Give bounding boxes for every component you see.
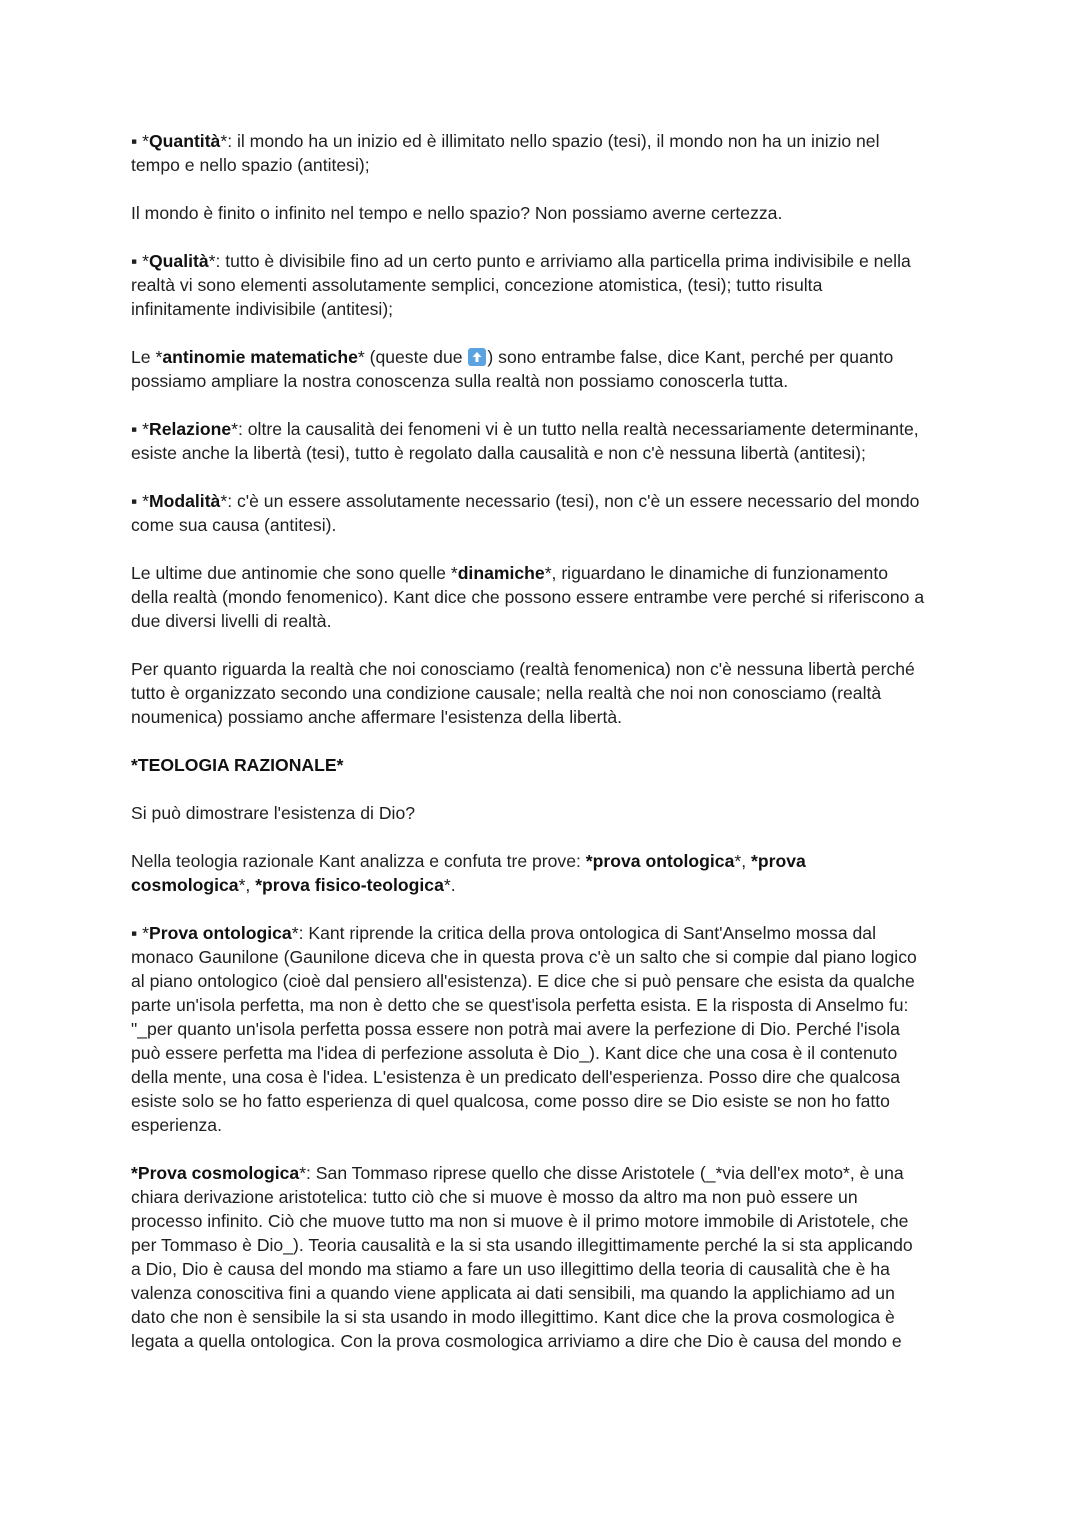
text-segment: Le ultime due antinomie che sono quelle * xyxy=(131,563,458,583)
text-line xyxy=(131,969,961,993)
text-line xyxy=(131,1089,961,1113)
text-line xyxy=(131,1041,961,1065)
text-segment: Nella teologia razionale Kant analizza e confuta tre prove: xyxy=(131,851,586,871)
text-segment: per Tommaso è Dio_). Teoria causalità e la si sta usando illegittimamente perché la si sta applicando xyxy=(131,1235,913,1255)
text-line xyxy=(131,1185,961,1209)
bold-text: antinomie matematiche xyxy=(162,347,358,367)
text-segment: *: Kant riprende la critica della prova ontologica di Sant'Anselmo mossa dal xyxy=(291,923,876,943)
text-line xyxy=(131,1329,961,1353)
text-segment: infinitamente indivisibile (antitesi); xyxy=(131,299,394,319)
text-line xyxy=(131,801,961,825)
bold-text: Qualità xyxy=(148,251,209,271)
paragraph xyxy=(131,417,961,465)
text-segment: della realtà (mondo fenomenico). Kant dice che possono essere entrambe vere perché si riferiscono a xyxy=(131,587,925,607)
paragraph xyxy=(131,801,961,825)
text-segment: *: il mondo ha un inizio ed è illimitato nello spazio (tesi), il mondo non ha un inizio nel xyxy=(220,131,880,151)
text-line xyxy=(131,369,961,393)
text-line xyxy=(131,585,961,609)
text-segment: ) sono entrambe false, dice Kant, perché per quanto xyxy=(487,347,894,367)
paragraph xyxy=(131,489,961,537)
text-line xyxy=(131,153,961,177)
text-segment: tutto è organizzato secondo una condizione causale; nella realtà che noi non conosciamo (realtà xyxy=(131,683,882,703)
paragraph xyxy=(131,561,961,633)
text-segment: della mente, una cosa è l'idea. L'esistenza è un predicato dell'esperienza. Posso dire che qualcosa xyxy=(131,1067,901,1087)
text-segment: esperienza. xyxy=(131,1115,222,1135)
text-line xyxy=(131,609,961,633)
text-line xyxy=(131,297,961,321)
text-segment: *, riguardano le dinamiche di funzionamento xyxy=(544,563,888,583)
text-segment: al piano ontologico (cioè dal pensiero all'esistenza). E dice che si può pensare che esista da qualche xyxy=(131,971,915,991)
text-segment: ▪ * xyxy=(131,251,149,271)
text-line xyxy=(131,489,961,513)
text-segment: valenza conoscitiva fini a quando viene applicata ai dati sensibili, ma quando la applichiamo ad un xyxy=(131,1283,895,1303)
text-line xyxy=(131,129,961,153)
paragraph xyxy=(131,753,961,777)
text-segment: esiste solo se ho fatto esperienza di quel qualcosa, come posso dire se Dio esiste se non ho fatto xyxy=(131,1091,890,1111)
text-segment: legata a quella ontologica. Con la prova cosmologica arriviamo a dire che Dio è causa del mondo e xyxy=(131,1331,902,1351)
text-segment: "_per quanto un'isola perfetta possa essere non potrà mai avere la perfezione di Dio. Perché l'isola xyxy=(131,1019,900,1039)
paragraph xyxy=(131,129,961,177)
text-segment: noumenica) possiamo anche affermare l'esistenza della libertà. xyxy=(131,707,623,727)
paragraph xyxy=(131,921,961,1137)
text-segment: parte un'isola perfetta, ma non è detto che se quest'isola perfetta esista. E la risposta di Anselmo fu: xyxy=(131,995,909,1015)
bold-text: *prova ontologica xyxy=(585,851,735,871)
text-segment: dato che non è sensibile la si sta usando in modo illegittimo. Kant dice che la prova cosmologica è xyxy=(131,1307,895,1327)
text-line xyxy=(131,1281,961,1305)
text-line xyxy=(131,1161,961,1185)
text-line xyxy=(131,441,961,465)
text-segment: realtà vi sono elementi assolutamente semplici, concezione atomistica, (tesi); tutto risulta xyxy=(131,275,823,295)
text-segment: *: San Tommaso riprese quello che disse Aristotele (_*via dell'ex moto*, è una xyxy=(299,1163,904,1183)
text-line xyxy=(131,993,961,1017)
text-segment: ▪ * xyxy=(131,419,149,439)
paragraph xyxy=(131,849,961,897)
text-segment: processo infinito. Ciò che muove tutto ma non si muove è il primo motore immobile di Aristotele, che xyxy=(131,1211,909,1231)
text-segment: *: c'è un essere assolutamente necessario (tesi), non c'è un essere necessario del mondo xyxy=(220,491,920,511)
text-segment: *, xyxy=(734,851,752,871)
text-segment: Si può dimostrare l'esistenza di Dio? xyxy=(131,803,416,823)
text-line xyxy=(131,249,961,273)
text-line xyxy=(131,1113,961,1137)
paragraph xyxy=(131,345,961,393)
text-segment: come sua causa (antitesi). xyxy=(131,515,337,535)
text-line xyxy=(131,1257,961,1281)
text-segment: Le * xyxy=(131,347,163,367)
text-line xyxy=(131,201,961,225)
bold-text: *TEOLOGIA RAZIONALE* xyxy=(131,755,344,775)
bold-text: *Prova cosmologica xyxy=(131,1163,300,1183)
text-line xyxy=(131,345,961,369)
text-segment: può essere perfetta ma l'idea di perfezione assoluta è Dio_). Kant dice che una cosa è il contenuto xyxy=(131,1043,898,1063)
text-line xyxy=(131,1305,961,1329)
bold-text: cosmologica xyxy=(131,875,239,895)
text-segment: esiste anche la libertà (tesi), tutto è regolato dalla causalità e non c'è nessuna libertà (antitesi); xyxy=(131,443,866,463)
text-line xyxy=(131,705,961,729)
text-line xyxy=(131,561,961,585)
text-segment: ▪ * xyxy=(131,923,149,943)
text-segment: Per quanto riguarda la realtà che noi conosciamo (realtà fenomenica) non c'è nessuna libertà perché xyxy=(131,659,915,679)
text-line xyxy=(131,273,961,297)
text-line xyxy=(131,1017,961,1041)
text-line xyxy=(131,873,961,897)
text-segment: *. xyxy=(443,875,456,895)
text-segment: possiamo ampliare la nostra conoscenza sulla realtà non possiamo conoscerla tutta. xyxy=(131,371,789,391)
text-segment: Il mondo è finito o infinito nel tempo e nello spazio? Non possiamo averne certezza. xyxy=(131,203,783,223)
text-segment: monaco Gaunilone (Gaunilone diceva che in questa prova c'è un salto che si compie dal piano logico xyxy=(131,947,917,967)
text-segment: * (queste due xyxy=(357,347,468,367)
bold-text: *prova fisico-teologica xyxy=(255,875,444,895)
paragraph xyxy=(131,201,961,225)
text-segment: chiara derivazione aristotelica: tutto ciò che si muove è mosso da altro ma non può essere un xyxy=(131,1187,858,1207)
text-line xyxy=(131,1209,961,1233)
text-segment: a Dio, Dio è causa del mondo ma stiamo a fare un uso illegittimo della teoria di causalità che è ha xyxy=(131,1259,890,1279)
text-line xyxy=(131,513,961,537)
text-line xyxy=(131,1065,961,1089)
bold-text: Prova ontologica xyxy=(148,923,292,943)
text-segment: *: tutto è divisibile fino ad un certo punto e arriviamo alla particella prima indivisibile e nella xyxy=(208,251,911,271)
text-segment: ▪ * xyxy=(131,131,149,151)
text-segment: tempo e nello spazio (antitesi); xyxy=(131,155,370,175)
text-line xyxy=(131,753,961,777)
bold-text: *prova xyxy=(751,851,806,871)
text-line xyxy=(131,945,961,969)
text-segment: *, xyxy=(238,875,256,895)
text-line xyxy=(131,1233,961,1257)
paragraph xyxy=(131,1161,961,1353)
text-segment: due diversi livelli di realtà. xyxy=(131,611,332,631)
up-arrow-emoji-icon xyxy=(468,348,486,366)
text-line xyxy=(131,849,961,873)
document-body xyxy=(131,129,961,1377)
text-segment: *: oltre la causalità dei fenomeni vi è un tutto nella realtà necessariamente determinante, xyxy=(231,419,919,439)
bold-text: Quantità xyxy=(148,131,221,151)
text-line xyxy=(131,657,961,681)
text-line xyxy=(131,921,961,945)
paragraph xyxy=(131,249,961,321)
paragraph xyxy=(131,657,961,729)
text-line xyxy=(131,417,961,441)
text-segment: ▪ * xyxy=(131,491,149,511)
bold-text: Modalità xyxy=(148,491,221,511)
bold-text: Relazione xyxy=(148,419,232,439)
text-line xyxy=(131,681,961,705)
bold-text: dinamiche xyxy=(457,563,545,583)
